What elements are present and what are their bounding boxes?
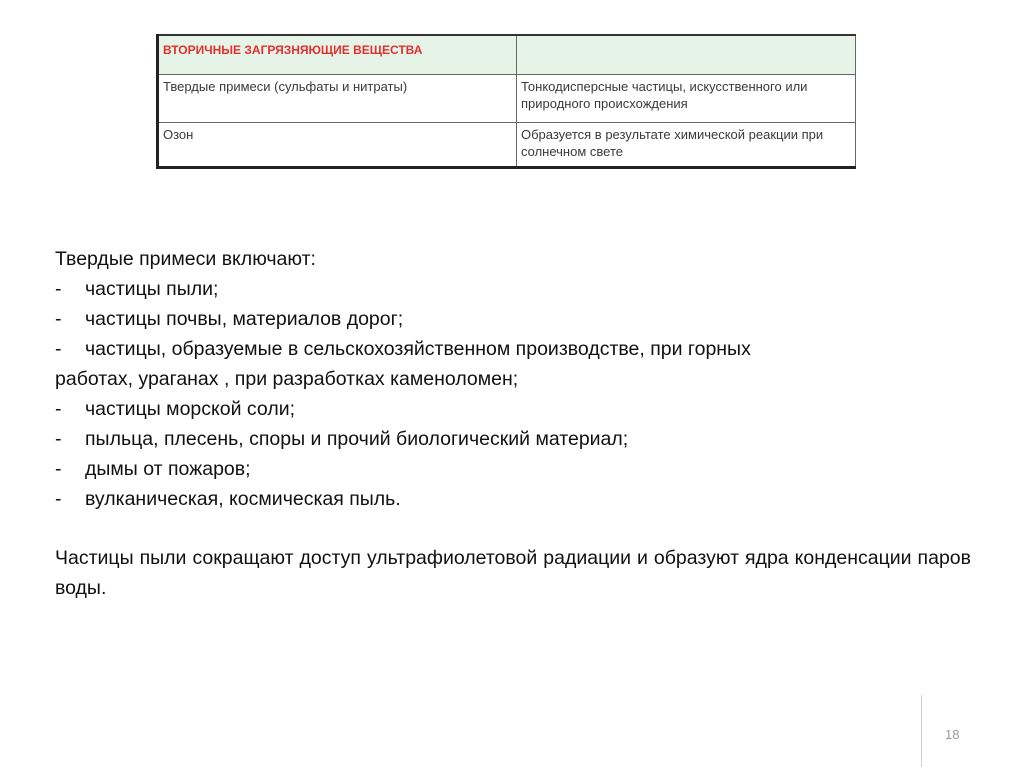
- table-cell-substance: Твердые примеси (сульфаты и нитраты): [158, 75, 517, 123]
- list-item: [55, 334, 971, 364]
- list-item-text: дымы от пожаров;: [85, 458, 251, 480]
- page-number: 18: [945, 727, 960, 742]
- table-row: [158, 123, 856, 168]
- body-text: [55, 244, 971, 603]
- list-dash: -: [55, 338, 62, 360]
- table-cell-substance: Озон: [158, 123, 517, 168]
- table-row: [158, 75, 856, 123]
- list-item: [55, 394, 971, 424]
- list-item: [55, 304, 971, 334]
- list-item-text: вулканическая, космическая пыль.: [85, 488, 401, 510]
- list-dash: -: [55, 458, 62, 480]
- table-header-empty: [517, 35, 856, 75]
- pollutants-table: [156, 34, 856, 169]
- list-dash: -: [55, 428, 62, 450]
- list-item-text: частицы почвы, материалов дорог;: [85, 308, 404, 330]
- list-item: [55, 424, 971, 454]
- list-item-text: частицы, образуемые в сельскохозяйственном производстве, при горных: [85, 338, 751, 360]
- list-item-text: пыльца, плесень, споры и прочий биологический материал;: [85, 428, 629, 450]
- table-cell-description: Тонкодисперсные частицы, искусственного или природного происхождения: [517, 75, 856, 123]
- list-intro: Твердые примеси включают:: [55, 248, 316, 270]
- list-dash: -: [55, 488, 62, 510]
- list-item-text: частицы морской соли;: [85, 398, 296, 420]
- list-item: [55, 274, 971, 304]
- list-item: [55, 484, 971, 514]
- list-item-text: частицы пыли;: [85, 278, 219, 300]
- divider: [921, 695, 922, 767]
- summary-paragraph: Частицы пыли сокращают доступ ультрафиолетовой радиации и образуют ядра конденсации паров воды.: [55, 547, 971, 599]
- table-cell-description: Образуется в результате химической реакции при солнечном свете: [517, 123, 856, 168]
- list-item-continuation: работах, ураганах , при разработках каменоломен;: [55, 368, 519, 390]
- list-dash: -: [55, 278, 62, 300]
- table-header-row: [158, 35, 856, 75]
- list-dash: -: [55, 308, 62, 330]
- table-header-title: ВТОРИЧНЫЕ ЗАГРЯЗНЯЮЩИЕ ВЕЩЕСТВА: [158, 35, 517, 75]
- list-dash: -: [55, 398, 62, 420]
- list-item: [55, 454, 971, 484]
